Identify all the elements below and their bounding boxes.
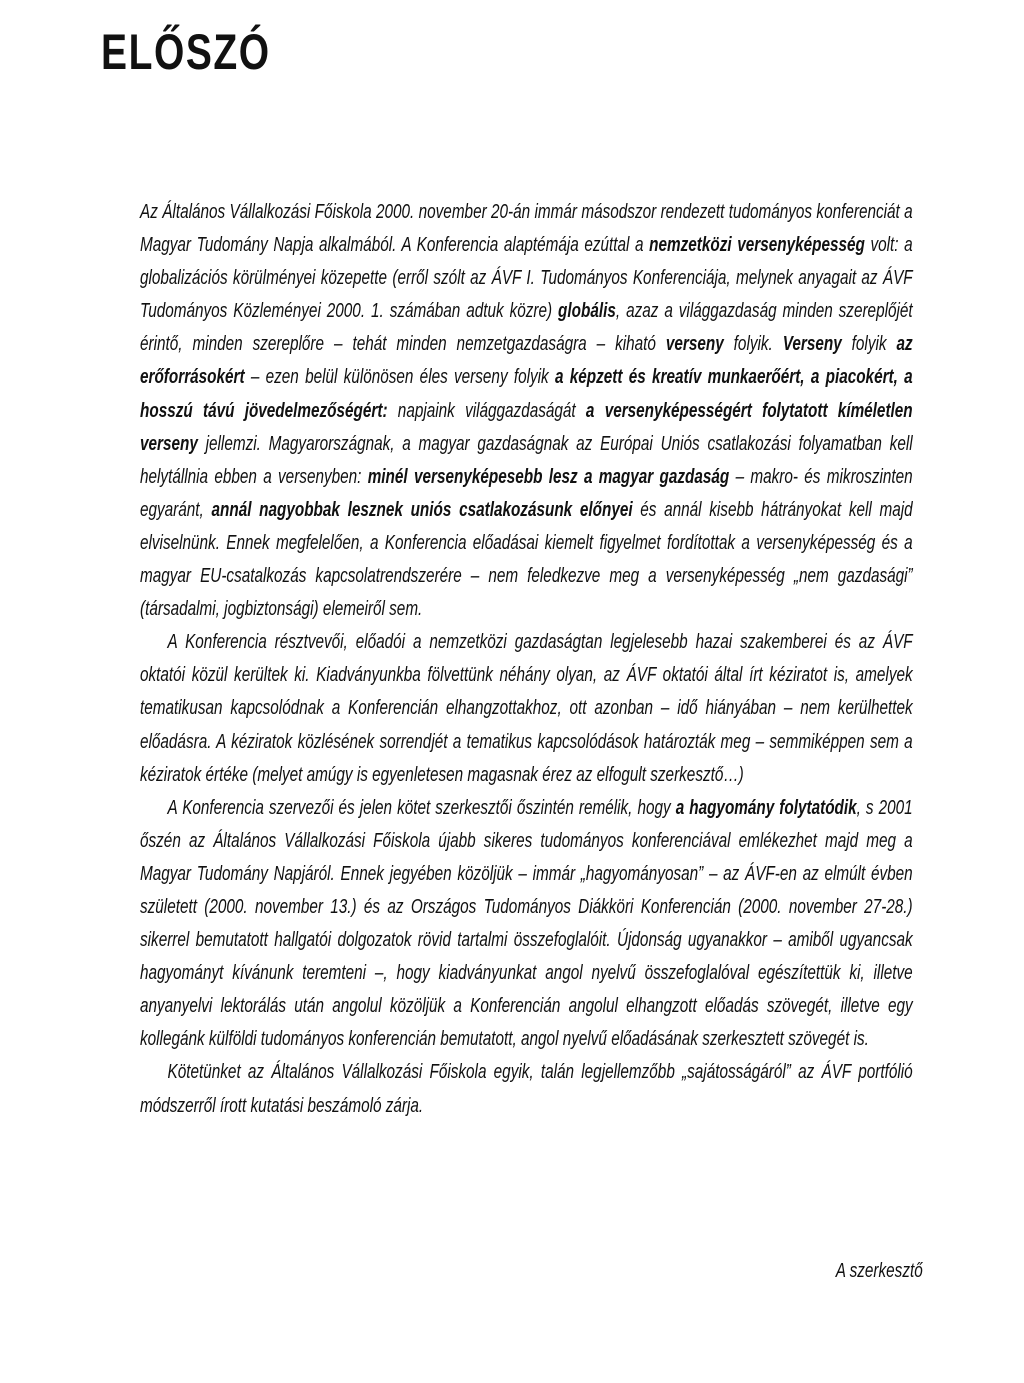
- text-run: Kötetünket az Általános Vállalkozási Főiskola egyik, talán legjellemzőbb „sajátosságáról” az ÁVF portfólió módszerről írott kutatási beszámoló zárja.: [140, 1061, 913, 1117]
- text-run: és annál kisebb hátrányokat kell majd elviselnünk. Ennek megfelelően, a Konferencia előadásai kiemelt figyelmet fordítottak a versenyképesség és a magyar EU-csatalkozás kapcsolatrendszerére – nem feledkezve meg a versenyképesség „nem gazdasági” (társadalmi, jogbiztonsági) elemeiről sem.: [140, 498, 913, 621]
- emphasis-text: Verseny: [782, 333, 842, 356]
- paragraph-2: [140, 626, 913, 791]
- emphasis-text: a hagyomány folytatódik: [675, 796, 857, 819]
- text-run: – ezen belül különösen éles verseny folyik: [244, 366, 555, 389]
- paragraph-4: [140, 1056, 913, 1122]
- text-run: A Konferencia szervezői és jelen kötet szerkesztői őszintén remélik, hogy: [167, 796, 676, 819]
- text-run: , azaz a világgazdaság minden szereplőjét érintő, minden szereplőre – tehát minden nemzetgazdaságra – kiható: [140, 300, 913, 356]
- emphasis-text: globális: [558, 300, 616, 323]
- text-run: folyik: [841, 333, 897, 356]
- text-run: Az Általános Vállalkozási Főiskola 2000. november 20-án immár másodszor rendezett tudományos konferenciát a Magyar Tudomány Napja alkalmából. A Konferencia alaptémája ezúttal a: [140, 201, 913, 257]
- emphasis-text: a képzett és kreatív munkaerőért, a piacokért, a hosszú távú jövedelmezőségért:: [140, 366, 913, 422]
- emphasis-text: minél versenyképesebb lesz a magyar gazdaság: [367, 465, 730, 488]
- emphasis-text: a versenyképességért folytatott kíméletlen verseny: [140, 399, 913, 455]
- emphasis-text: annál nagyobbak lesznek uniós csatlakozásunk előnyei: [211, 498, 633, 521]
- editor-signature: A szerkesztő: [835, 1260, 923, 1282]
- text-run: folyik.: [723, 333, 783, 356]
- text-run: A Konferencia résztvevői, előadói a nemzetközi gazdaságtan legjelesebb hazai szakemberei és az ÁVF oktatói közül kerültek ki. Kiadványunkba fölvettünk néhány olyan, az ÁVF oktatói által írt kéziratot is, amelyek tematikusan kapcsolódnak a Konferencián elhangzottakhoz, ott azonban – idő hiányában – nem kerülhettek előadásra. A kéziratok közlésének sorrendjét a tematikus kapcsolódások határozták meg – semmiképpen sem a kéziratok értéke (melyet amúgy is egyenletesen magasnak érez az elfogult szerkesztő…): [140, 631, 913, 786]
- text-run: volt: a globalizációs körülményei közepette (erről szólt az ÁVF I. Tudományos Konferenciája, melynek anyagait az ÁVF Tudományos Közleményei 2000. 1. számában adtuk közre): [140, 234, 913, 323]
- paragraph-1: [140, 196, 913, 626]
- preface-body: [140, 196, 913, 1123]
- emphasis-text: verseny: [665, 333, 724, 356]
- emphasis-text: nemzetközi versenyképesség: [649, 234, 865, 257]
- page-title: ELŐSZÓ: [101, 24, 271, 80]
- text-run: napjaink világgazdaságát: [387, 399, 586, 422]
- text-run: , s 2001 őszén az Általános Vállalkozási Főiskola újabb sikeres tudományos konferenciával emlékezhet majd meg a Magyar Tudomány Napjáról. Ennek jegyében közöljük – immár „hagyományosan” – az ÁVF-en az elmúlt évben született (2000. november 13.) és az Országos Tudományos Diákköri Konferencián (2000. november 27-28.) sikerrel bemutatott hallgatói dolgozatok rövid tartalmi összefoglalóit. Újdonság ugyanakkor – amiből ugyancsak hagyományt kívánunk teremteni –, hogy kiadványunkat angol nyelvű összefoglalóval egészítettük ki, illetve anyanyelvi lektorálás után angolul közöljük a Konferencián angolul elhangzott előadás szövegét, illetve egy kollegánk külföldi tudományos konferencián bemutatott, angol nyelvű előadásának szerkesztett szövegét is.: [140, 796, 913, 1051]
- text-run: jellemzi. Magyarországnak, a magyar gazdaságnak az Európai Uniós csatlakozási folyamatban kell helytállnia ebben a versenyben:: [140, 432, 913, 488]
- text-run: – makro- és mikroszinten egyaránt,: [140, 465, 913, 521]
- paragraph-3: [140, 792, 913, 1057]
- emphasis-text: az erőforrásokért: [140, 333, 913, 389]
